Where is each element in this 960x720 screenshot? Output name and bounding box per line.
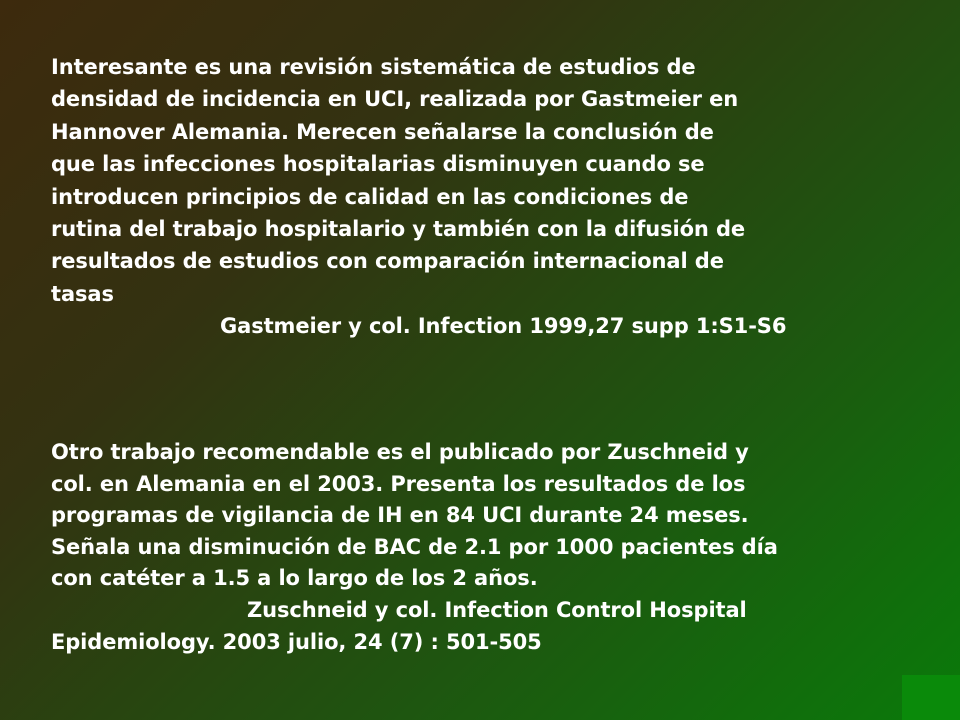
paragraph-gastmeier xyxy=(51,51,947,343)
paragraph1-line: Hannover Alemania. Merecen señalarse la conclusión de xyxy=(51,119,714,144)
paragraph2-line: Otro trabajo recomendable es el publicado por Zuschneid y xyxy=(51,440,749,464)
paragraph1-line: tasas xyxy=(51,281,114,306)
paragraph1-line: rutina del trabajo hospitalario y también con la difusión de xyxy=(51,217,746,242)
citation-zuschneid-line2: Epidemiology. 2003 julio, 24 (7) : 501-505 xyxy=(51,629,542,654)
paragraph1-line: que las infecciones hospitalarias disminuyen cuando se xyxy=(51,152,705,177)
paragraph2-line: col. en Alemania en el 2003. Presenta los resultados de los xyxy=(51,471,746,496)
paragraph2-line: con catéter a 1.5 a lo largo de los 2 años. xyxy=(51,566,538,591)
citation-gastmeier: Gastmeier y col. Infection 1999,27 supp 1:S1-S6 xyxy=(220,314,787,339)
paragraph1-line: Interesante es una revisión sistemática de estudios de xyxy=(51,55,696,79)
paragraph1-line: introducen principios de calidad en las condiciones de xyxy=(51,184,689,209)
paragraph1-line: densidad de incidencia en UCI, realizada por Gastmeier en xyxy=(51,87,739,112)
citation-zuschneid-line1: Zuschneid y col. Infection Control Hospital xyxy=(247,597,747,622)
paragraph1-line: resultados de estudios con comparación internacional de xyxy=(51,249,724,274)
paragraph-zuschneid xyxy=(51,437,931,658)
paragraph2-line: programas de vigilancia de IH en 84 UCI durante 24 meses. xyxy=(51,503,749,528)
corner-decoration xyxy=(902,675,960,720)
paragraph2-line: Señala una disminución de BAC de 2.1 por 1000 pacientes día xyxy=(51,534,778,559)
